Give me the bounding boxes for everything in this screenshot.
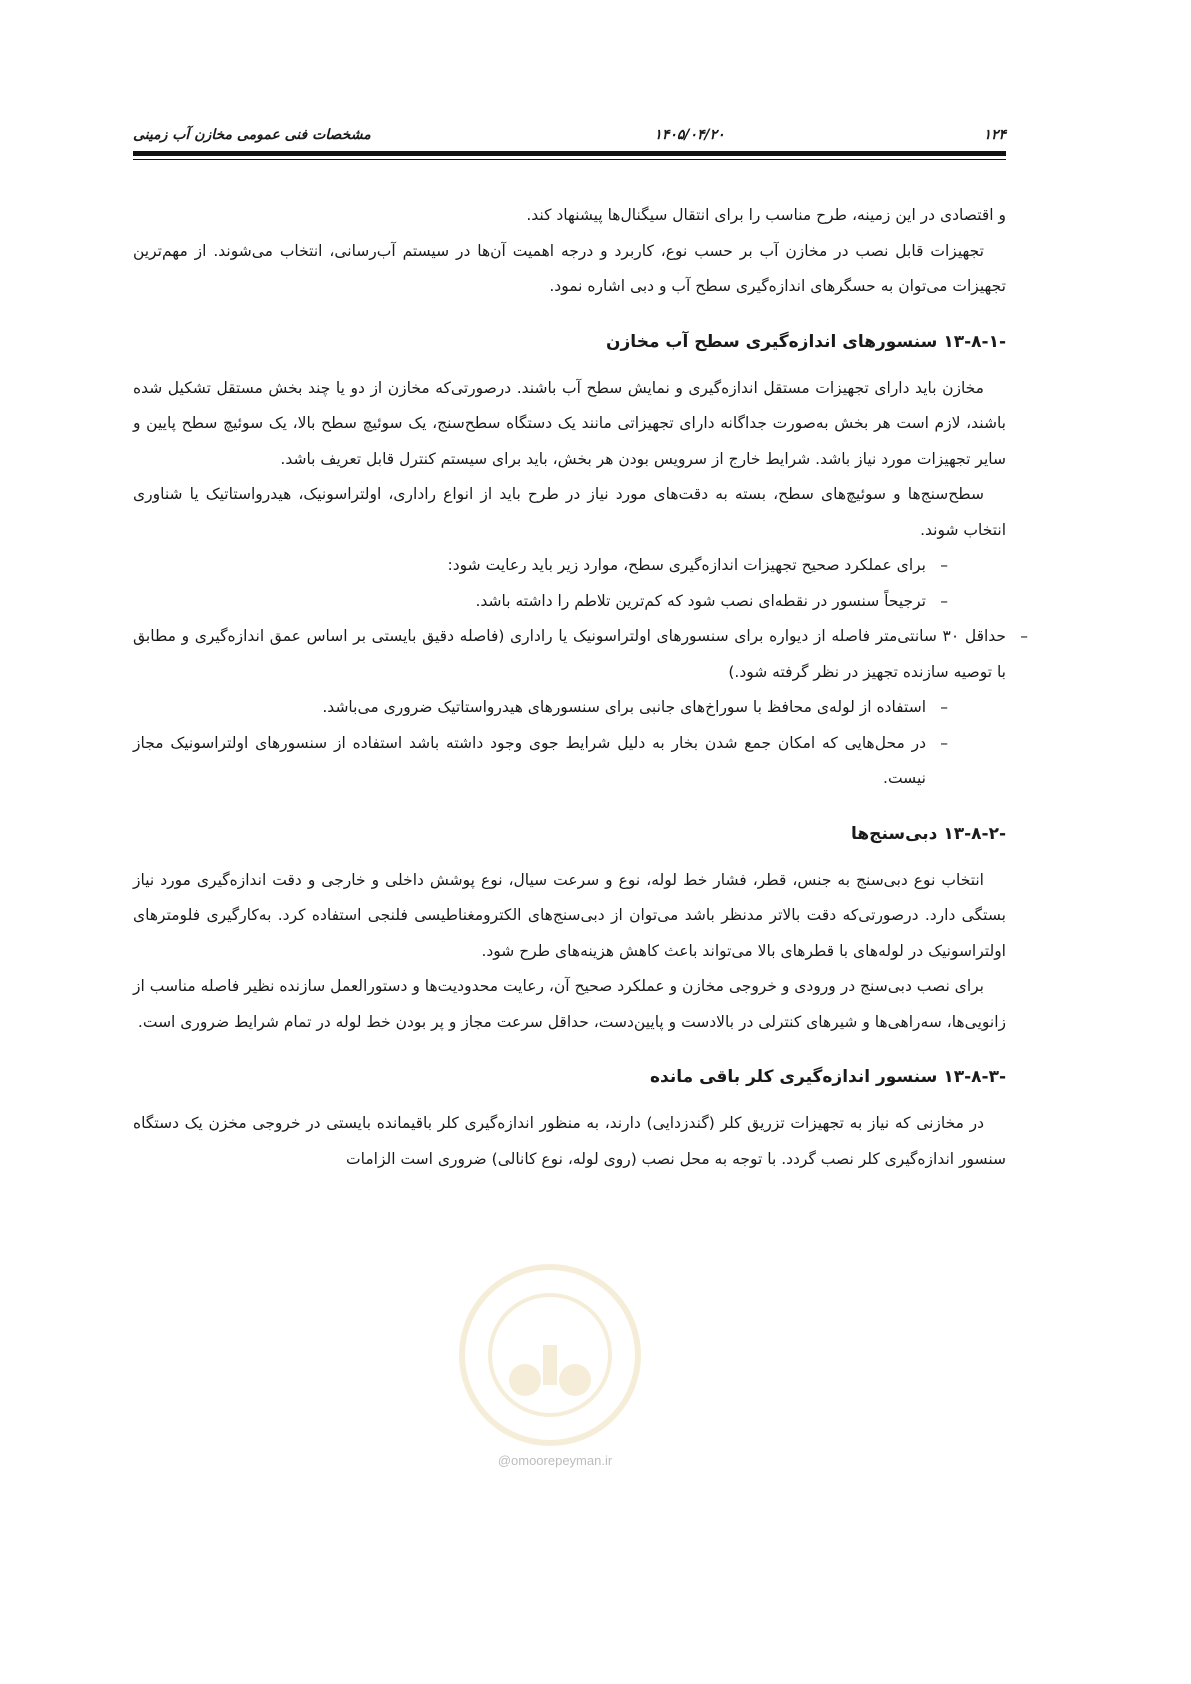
- list-item: [133, 584, 1006, 620]
- header-rule-thin: [133, 159, 1006, 160]
- section-number: ۱۳-۸-۲-: [943, 823, 1006, 844]
- paragraph: تجهیزات قابل نصب در مخازن آب بر حسب نوع، کاربرد و درجه اهمیت آن‌ها در سیستم آب‌رسانی، انتخاب می‌شوند. از مهم‌ترین تجهیزات می‌توان به حسگرهای اندازه‌گیری سطح آب و دبی اشاره نمود.: [133, 241, 1006, 295]
- list-item-text: ترجیحاً سنسور در نقطه‌ای نصب شود که کم‌ترین تلاطم را داشته باشد.: [475, 591, 926, 610]
- dash-bullet: –: [940, 733, 948, 752]
- paragraph: سطح‌سنج‌ها و سوئیچ‌های سطح، بسته به دقت‌های مورد نیاز در طرح باید از انواع راداری، اولتراسونیک، هیدرواستاتیک یا شناوری انتخاب شوند.: [133, 485, 1006, 539]
- gear-icon: [509, 1345, 591, 1396]
- section-title: دبی‌سنج‌ها: [851, 823, 938, 844]
- list-item-text: برای عملکرد صحیح تجهیزات اندازه‌گیری سطح، موارد زیر باید رعایت شود:: [447, 556, 926, 574]
- section-heading: [133, 327, 1006, 357]
- header-date: ۱۴۰۵/۰۴/۲۰: [654, 127, 725, 143]
- list-item: [133, 726, 1006, 797]
- list-item-text: در محل‌هایی که امکان جمع شدن بخار به دلیل شرایط جوی وجود داشته باشد استفاده از سنسورهای اولتراسونیک مجاز نیست.: [133, 733, 926, 787]
- list-item-text: حداقل ۳۰ سانتی‌متر فاصله از دیواره برای سنسورهای اولتراسونیک یا راداری (فاصله دقیق بایستی بر اساس عمق اندازه‌گیری و مطابق با توصیه سازنده تجهیز در نظر گرفته شود.): [133, 627, 1007, 681]
- section-number: ۱۳-۸-۳-: [943, 1067, 1006, 1087]
- section-heading: [133, 819, 1006, 849]
- section-heading: [133, 1062, 1006, 1092]
- page-number: ۱۲۴: [983, 127, 1006, 143]
- dash-bullet: –: [1020, 627, 1028, 645]
- section-title: سنسور اندازه‌گیری کلر باقی مانده: [650, 1067, 938, 1087]
- bullet-list: [133, 548, 1028, 797]
- paragraph: برای نصب دبی‌سنج در ورودی و خروجی مخازن و عملکرد صحیح آن، رعایت محدودیت‌ها و دستورالعمل سازنده نظیر فاصله مناسب از زانویی‌ها، سه‌راهی‌ها و شیرهای کنترلی در بالادست و پایین‌دست، حداقل سرعت مجاز و پر بودن خط لوله در تمام شرایط ضروری است.: [133, 977, 1006, 1031]
- list-item-text: استفاده از لوله‌ی محافظ با سوراخ‌های جانبی برای سنسورهای هیدرواستاتیک ضروری می‌باشد.: [322, 698, 926, 716]
- dash-bullet: –: [940, 591, 948, 610]
- paragraph: در مخازنی که نیاز به تجهیزات تزریق کلر (گندزدایی) دارند، به منظور اندازه‌گیری کلر باقیمانده بایستی در خروجی مخزن یک دستگاه سنسور اندازه‌گیری کلر نصب گردد. با توجه به محل نصب (روی لوله، نوع کانالی) ضروری است الزامات: [133, 1114, 1006, 1168]
- document-title: مشخصات فنی عمومی مخازن آب زمینی: [133, 127, 371, 143]
- list-item: [133, 548, 1006, 584]
- page-content: [133, 198, 1028, 1177]
- list-item: [133, 619, 1086, 690]
- paragraph: و اقتصادی در این زمینه، طرح مناسب را برای انتقال سیگنال‌ها پیشنهاد کند.: [526, 206, 1006, 224]
- dash-bullet: –: [940, 698, 948, 716]
- list-item: [133, 690, 1006, 726]
- watermark-logo: [455, 1260, 645, 1450]
- section-number: ۱۳-۸-۱-: [943, 331, 1006, 352]
- watermark-url: @omoorepeyman.ir: [497, 1453, 613, 1468]
- section-title: سنسورهای اندازه‌گیری سطح آب مخازن: [606, 331, 938, 352]
- paragraph: انتخاب نوع دبی‌سنج به جنس، قطر، فشار خط لوله، نوع و سرعت سیال، نوع پوشش داخلی و خارجی و دقت اندازه‌گیری مورد نیاز بستگی دارد. درصورتی‌که دقت بالاتر مدنظر باشد می‌توان از دبی‌سنج‌های الکترومغناطیسی فلنجی استفاده کرد. به‌کارگیری فلومترهای اولتراسونیک در لوله‌های با قطرهای بالا می‌تواند باعث کاهش هزینه‌های طرح شود.: [133, 870, 1006, 960]
- header-rule-thick: [133, 151, 1006, 156]
- dash-bullet: –: [940, 556, 948, 574]
- page-header: [133, 122, 1006, 148]
- paragraph: مخازن باید دارای تجهیزات مستقل اندازه‌گیری و نمایش سطح آب باشند. درصورتی‌که مخازن از دو یا چند بخش مستقل تشکیل شده باشند، لازم است هر بخش به‌صورت جداگانه دارای تجهیزاتی مانند یک دستگاه سطح‌سنج، یک سوئیچ سطح بالا، یک سوئیچ سطح پایین و سایر تجهیزات مورد نیاز باشد. شرایط خارج از سرویس بودن هر بخش، باید برای سیستم کنترل قابل تعریف باشد.: [133, 378, 1006, 468]
